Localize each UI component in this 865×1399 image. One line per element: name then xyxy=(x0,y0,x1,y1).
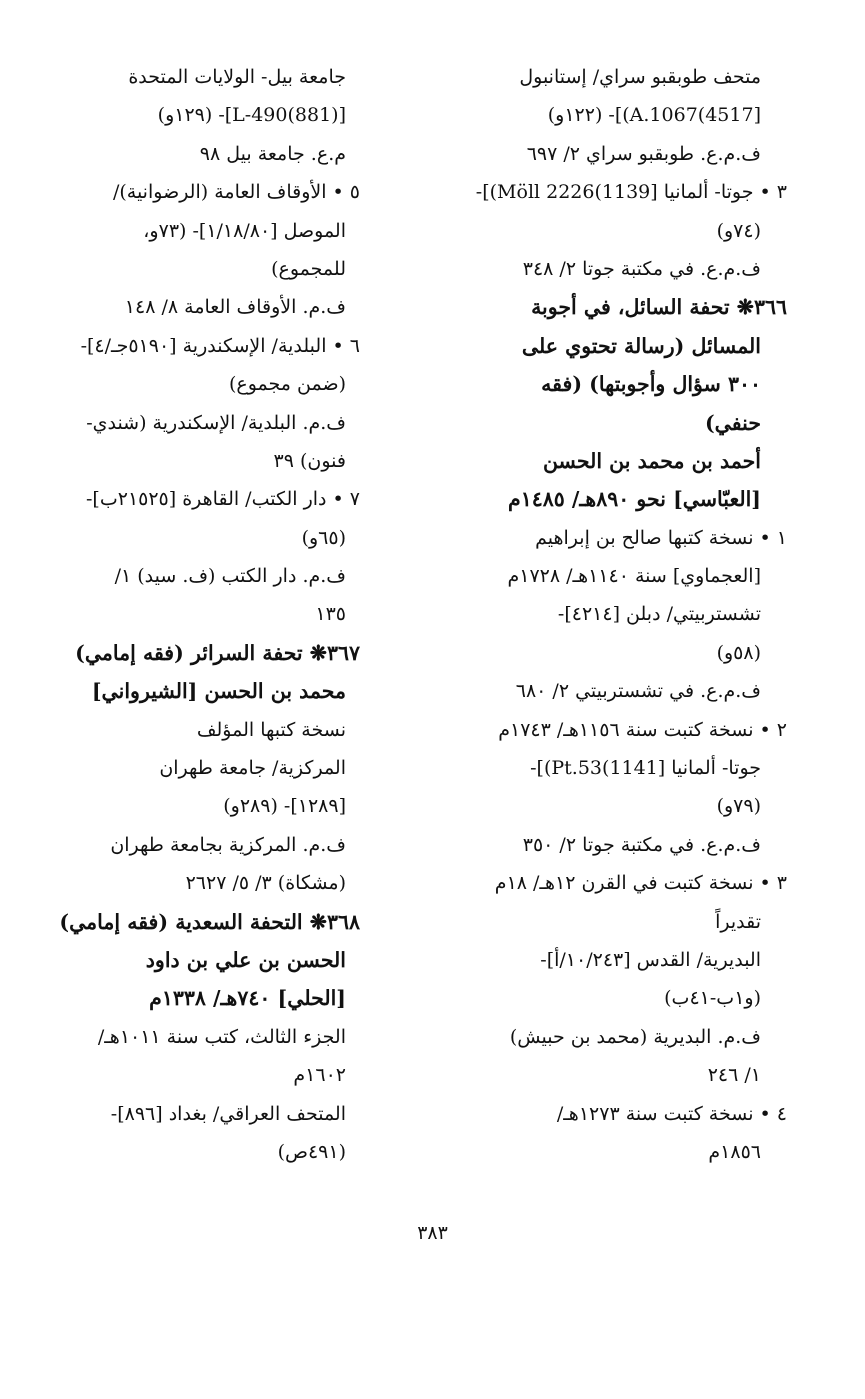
text-line: ٣٦٦❋ تحفة السائل، في أجوبة xyxy=(531,295,787,320)
text-line: المتحف العراقي/ بغداد [٨٩٦]- xyxy=(110,1102,346,1125)
text-line: تشستربيتي/ دبلن [٤٢١٤]- xyxy=(557,603,761,626)
text-line: ٣ • نسخة كتبت في القرن ١٢هـ/ ١٨م xyxy=(494,872,787,895)
text-line: ٤ • نسخة كتبت سنة ١٢٧٣هـ/ xyxy=(556,1102,787,1125)
text-line: جوتا- ألمانيا [1141)Pt.53)]- xyxy=(530,757,761,780)
text-line: ٢ • نسخة كتبت سنة ١١٥٦هـ/ ١٧٤٣م xyxy=(498,718,787,741)
text-line: (مشكاة) ٣/ ٥/ ٢٦٢٧ xyxy=(185,872,346,895)
text-line: أحمد بن محمد بن الحسن xyxy=(542,448,761,473)
right-column xyxy=(447,58,787,1171)
page-number: ٣٨٣ xyxy=(417,1222,448,1244)
text-line: م.ع. جامعة بيل ٩٨ xyxy=(199,142,346,165)
text-line: [الحلي] ٧٤٠هـ/ ١٣٣٨م xyxy=(149,986,346,1011)
text-line: [العبّاسي] نحو ٨٩٠هـ/ ١٤٨٥م xyxy=(508,487,761,512)
text-line: (٥٨و) xyxy=(716,641,761,664)
text-line: (ضمن مجموع) xyxy=(228,373,346,396)
text-line: ف.م.ع. طوبقبو سراي ٢/ ٦٩٧ xyxy=(526,142,761,165)
text-line: ٣٠٠ سؤال وأجوبتها) (فقه xyxy=(541,372,761,397)
text-line: ٣٦٧❋ تحفة السرائر (فقه إمامي) xyxy=(75,640,360,665)
text-line: (و١ب-٤١ب) xyxy=(664,987,761,1010)
text-line: حنفي) xyxy=(704,410,761,435)
text-line: للمجموع) xyxy=(271,257,346,280)
text-line: (٧٤و) xyxy=(716,219,761,242)
text-line: محمد بن الحسن [الشيرواني] xyxy=(91,679,346,704)
text-line: ف.م.ع. في مكتبة جوتا ٢/ ٣٥٠ xyxy=(522,833,761,856)
text-line: ١٣٥ xyxy=(315,603,346,626)
text-line: ٥ • الأوقاف العامة (الرضوانية)/ xyxy=(112,181,360,204)
text-line: (٧٩و) xyxy=(716,795,761,818)
text-line: (٤٩١ص) xyxy=(277,1140,346,1163)
text-line: [4517)A.1067)]- (١٢٢و) xyxy=(547,104,761,127)
text-line: ١٨٥٦م xyxy=(708,1140,761,1163)
text-line: ٣٦٨❋ التحفة السعدية (فقه إمامي) xyxy=(59,909,360,934)
text-line: ف.م.ع. في تشستربيتي ٢/ ٦٨٠ xyxy=(515,680,761,703)
text-line: (٦٥و) xyxy=(301,526,346,549)
text-line: الموصل [١/١٨/٨٠]- (٧٣و، xyxy=(143,219,346,242)
text-line: جامعة بيل- الولايات المتحدة xyxy=(128,66,346,88)
text-line: ١ • نسخة كتبها صالح بن إبراهيم xyxy=(535,526,787,549)
text-line: الجزء الثالث، كتب سنة ١٠١١هـ/ xyxy=(97,1025,346,1048)
text-line: [(881)L-490]- (١٢٩و) xyxy=(157,104,346,127)
text-line: ٣ • جوتا- ألمانيا [1139)Möll 2226)]- xyxy=(475,181,787,204)
text-line: الحسن بن علي بن داود xyxy=(145,947,346,972)
text-line: ف.م. المركزية بجامعة طهران xyxy=(110,833,346,856)
text-line: متحف طوبقبو سراي/ إستانبول xyxy=(519,66,761,88)
text-line: ١/ ٢٤٦ xyxy=(707,1064,761,1087)
text-line: ٦ • البلدية/ الإسكندرية [٥١٩٠جـ/٤]- xyxy=(80,334,360,357)
text-line: ١٦٠٢م xyxy=(293,1064,346,1087)
text-line: فنون) ٣٩ xyxy=(273,449,346,472)
text-line: [١٢٨٩]- (٢٨٩و) xyxy=(223,795,346,818)
text-line: تقديراً xyxy=(715,910,761,933)
left-column xyxy=(60,58,360,1171)
text-line: ٧ • دار الكتب/ القاهرة [٢١٥٢٥ب]- xyxy=(86,488,360,511)
text-line: ف.م. البلدية/ الإسكندرية (شندي- xyxy=(86,411,346,434)
text-line: ف.م. البديرية (محمد بن حبيش) xyxy=(509,1025,761,1048)
text-line: [العجماوي] سنة ١١٤٠هـ/ ١٧٢٨م xyxy=(507,565,761,588)
text-line: المركزية/ جامعة طهران xyxy=(159,757,346,780)
text-line: ف.م. دار الكتب (ف. سيد) ١/ xyxy=(114,565,346,588)
text-line: البديرية/ القدس [١٠/٢٤٣/أ]- xyxy=(540,948,761,971)
text-line: ف.م.ع. في مكتبة جوتا ٢/ ٣٤٨ xyxy=(522,257,761,280)
text-line: المسائل (رسالة تحتوي على xyxy=(521,333,761,358)
text-line: ف.م. الأوقاف العامة ٨/ ١٤٨ xyxy=(124,296,346,319)
text-line: نسخة كتبها المؤلف xyxy=(196,718,346,741)
